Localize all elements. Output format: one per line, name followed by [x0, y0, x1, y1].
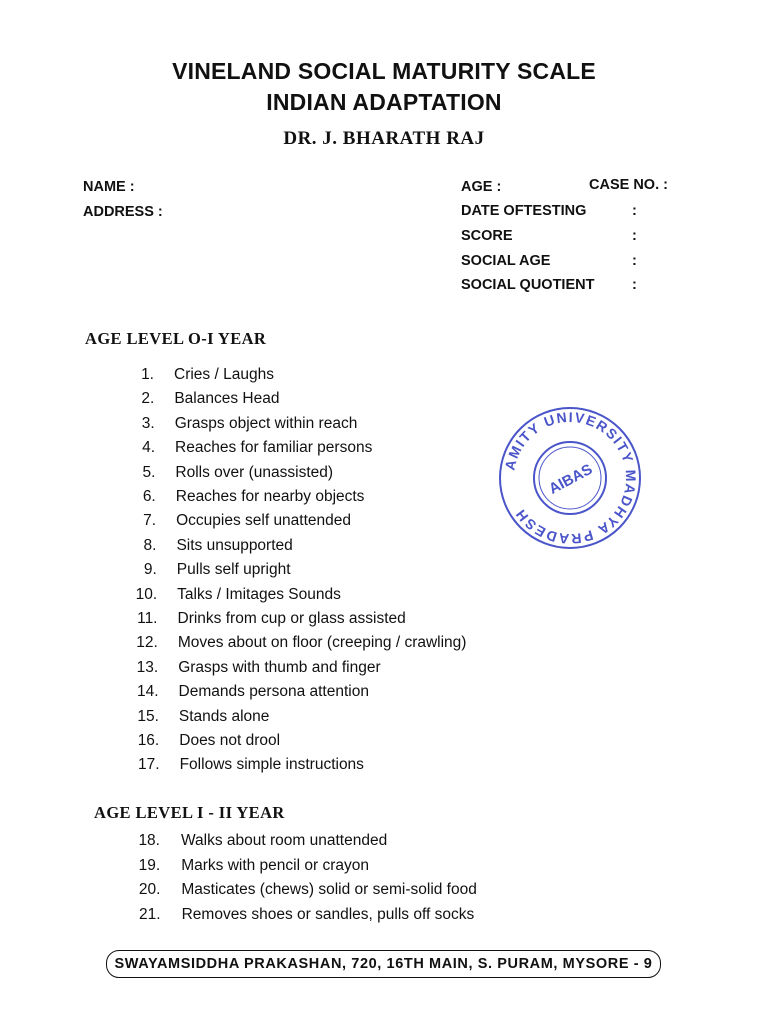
- item-text: Drinks from cup or glass assisted: [177, 610, 406, 627]
- item-number: 5.: [142, 463, 156, 481]
- item-text: Does not drool: [179, 732, 281, 749]
- item-text: Removes shoes or sandles, pulls off socks: [181, 905, 475, 923]
- item-number: 1.: [141, 366, 154, 383]
- date-of-testing-label: DATE OFTESTING: [461, 203, 587, 219]
- item-text: Grasps with thumb and finger: [178, 658, 381, 676]
- date-of-testing-colon: :: [632, 203, 637, 219]
- item-number: 10.: [135, 585, 158, 603]
- item-number: 15.: [137, 707, 159, 725]
- item-number: 6.: [142, 488, 156, 505]
- document-subtitle: INDIAN ADAPTATION: [266, 89, 502, 115]
- item-text: Sits unsupported: [176, 536, 293, 554]
- item-text: Cries / Laughs: [174, 366, 274, 383]
- item-number: 9.: [143, 561, 157, 579]
- stamp-inner-text: AIBAS: [546, 460, 596, 498]
- item-text: Demands persona attention: [178, 683, 369, 701]
- publisher-footer: [106, 950, 661, 978]
- item-text: Pulls self upright: [176, 561, 291, 579]
- item-text: Moves about on floor (creeping / crawling): [177, 634, 467, 652]
- item-text: Stands alone: [178, 707, 270, 725]
- item-text: Marks with pencil or crayon: [181, 856, 369, 874]
- item-text: Walks about room unattended: [181, 832, 388, 849]
- item-text: Rolls over (unassisted): [175, 463, 334, 481]
- section-heading-age-0-1: AGE LEVEL O-I YEAR: [85, 329, 267, 348]
- item-number: 3.: [141, 414, 155, 432]
- social-quotient-label: SOCIAL QUOTIENT: [461, 277, 595, 293]
- item-number: 21.: [139, 905, 161, 923]
- item-text: Follows simple instructions: [179, 756, 364, 774]
- item-text: Reaches for familiar persons: [175, 439, 373, 457]
- score-label: SCORE: [461, 228, 513, 244]
- stamp-outer-text: AMITY UNIVERSITY MADHYA PRADESH: [501, 408, 640, 548]
- item-text: Balances Head: [174, 390, 280, 408]
- item-text: Reaches for nearby objects: [175, 488, 365, 505]
- address-label: ADDRESS :: [83, 204, 163, 220]
- age-label: AGE :: [461, 179, 502, 195]
- item-number: 4.: [142, 439, 156, 457]
- item-text: Talks / Imitages Sounds: [177, 585, 341, 603]
- score-colon: :: [632, 228, 637, 244]
- social-quotient-colon: :: [632, 277, 637, 293]
- item-number: 2.: [141, 390, 155, 408]
- case-no-label: CASE NO. :: [589, 177, 668, 193]
- item-text: Occupies self unattended: [176, 512, 352, 530]
- university-stamp: [496, 404, 644, 552]
- item-number: 18.: [138, 832, 160, 849]
- item-number: 12.: [136, 634, 158, 652]
- social-age-label: SOCIAL AGE: [461, 253, 551, 269]
- section-heading-age-1-2: AGE LEVEL I - II YEAR: [94, 803, 285, 822]
- item-text: Masticates (chews) solid or semi-solid food: [181, 881, 477, 898]
- item-number: 7.: [143, 512, 157, 530]
- item-number: 11.: [137, 610, 158, 627]
- item-number: 17.: [138, 756, 160, 774]
- social-age-colon: :: [632, 253, 637, 269]
- author-name: DR. J. BHARATH RAJ: [283, 128, 485, 149]
- item-text: Grasps object within reach: [174, 414, 358, 432]
- publisher-text: SWAYAMSIDDHA PRAKASHAN, 720, 16TH MAIN, S. PURAM, MYSORE - 9: [114, 956, 653, 972]
- item-number: 20.: [138, 881, 161, 898]
- item-number: 8.: [143, 536, 157, 554]
- document-title: VINELAND SOCIAL MATURITY SCALE: [172, 58, 596, 84]
- item-number: 14.: [136, 683, 159, 701]
- item-number: 16.: [137, 732, 160, 749]
- item-number: 19.: [138, 856, 161, 874]
- name-label: NAME :: [83, 179, 135, 195]
- item-number: 13.: [136, 658, 159, 676]
